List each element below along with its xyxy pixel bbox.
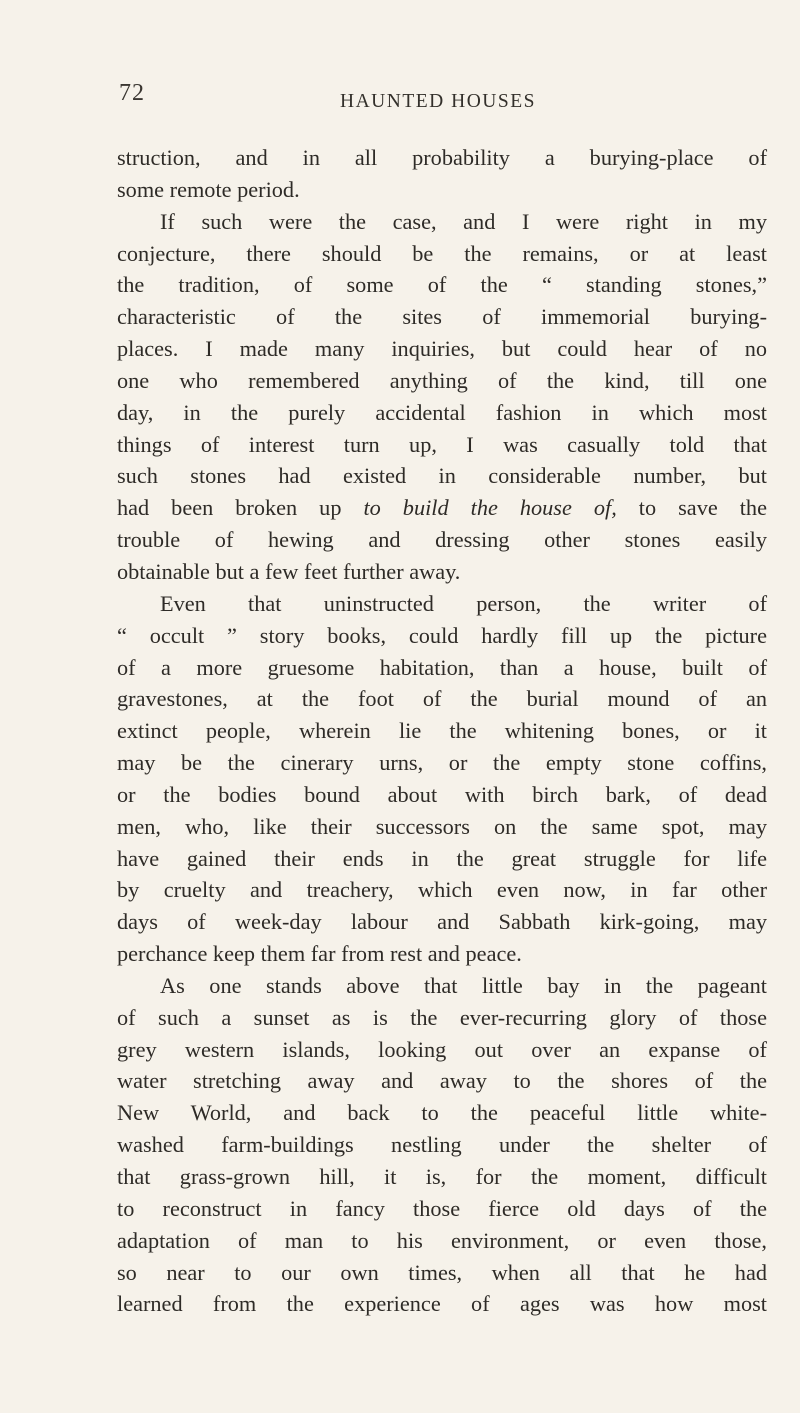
- paragraph-start: If such were the case, and I were right in my: [160, 208, 767, 234]
- text-line: day, in the purely accidental fashion in which most: [117, 399, 767, 425]
- text-line: of such a sunset as is the ever-recurring glory of those: [117, 1004, 767, 1030]
- text-line: by cruelty and treachery, which even now, in far other: [117, 877, 767, 903]
- text-line: or the bodies bound about with birch bark, of dead: [117, 781, 767, 807]
- running-head: HAUNTED HOUSES: [340, 91, 536, 112]
- text-line: adaptation of man to his environment, or even those,: [117, 1227, 767, 1253]
- text-line: places. I made many inquiries, but could hear of no: [117, 336, 767, 362]
- text-line: learned from the experience of ages was how most: [117, 1291, 767, 1317]
- text-line: such stones had existed in considerable number, but: [117, 463, 767, 489]
- text-line: the tradition, of some of the “ standing stones,”: [117, 272, 767, 298]
- text-line: some remote period.: [117, 176, 300, 202]
- text-line: New World, and back to the peaceful little white-: [117, 1100, 767, 1126]
- text-segment: to save the: [616, 495, 767, 521]
- text-line: that grass-grown hill, it is, for the moment, difficult: [117, 1164, 767, 1189]
- text-line: may be the cinerary urns, or the empty stone coffins,: [117, 750, 767, 776]
- page-number: 72: [119, 80, 145, 106]
- text-line: to reconstruct in fancy those fierce old days of the: [117, 1195, 767, 1221]
- text-line: gravestones, at the foot of the burial mound of an: [117, 686, 767, 712]
- text-line: things of interest turn up, I was casually told that: [117, 431, 767, 457]
- text-line: washed farm-buildings nestling under the shelter of: [117, 1132, 767, 1158]
- text-line: obtainable but a few feet further away.: [117, 558, 461, 584]
- text-line: “ occult ” story books, could hardly fill up the picture: [117, 622, 767, 648]
- text-line-with-italic: [117, 492, 767, 524]
- text-line: days of week-day labour and Sabbath kirk-going, may: [117, 909, 767, 935]
- text-line: of a more gruesome habitation, than a house, built of: [117, 654, 767, 680]
- text-segment: had been broken up: [117, 495, 364, 521]
- text-line: conjecture, there should be the remains, or at least: [117, 240, 767, 266]
- text-line: grey western islands, looking out over an expanse of: [117, 1036, 767, 1062]
- italic-phrase: to build the house of,: [363, 495, 617, 521]
- text-line: have gained their ends in the great struggle for life: [117, 845, 767, 871]
- body-text: [117, 142, 767, 1320]
- text-line: struction, and in all probability a burying-place of: [117, 145, 767, 170]
- text-line: characteristic of the sites of immemorial burying-: [117, 304, 767, 330]
- text-line: water stretching away and away to the shores of the: [117, 1068, 767, 1094]
- paragraph-start: As one stands above that little bay in the pageant: [160, 972, 767, 998]
- text-line: men, who, like their successors on the same spot, may: [117, 813, 767, 839]
- text-line: perchance keep them far from rest and peace.: [117, 941, 522, 967]
- text-line: so near to our own times, when all that he had: [117, 1259, 767, 1285]
- text-line: one who remembered anything of the kind, till one: [117, 367, 767, 393]
- text-line: extinct people, wherein lie the whitening bones, or it: [117, 718, 767, 744]
- paragraph-start: Even that uninstructed person, the writer of: [160, 590, 767, 616]
- text-line: trouble of hewing and dressing other stones easily: [117, 527, 767, 553]
